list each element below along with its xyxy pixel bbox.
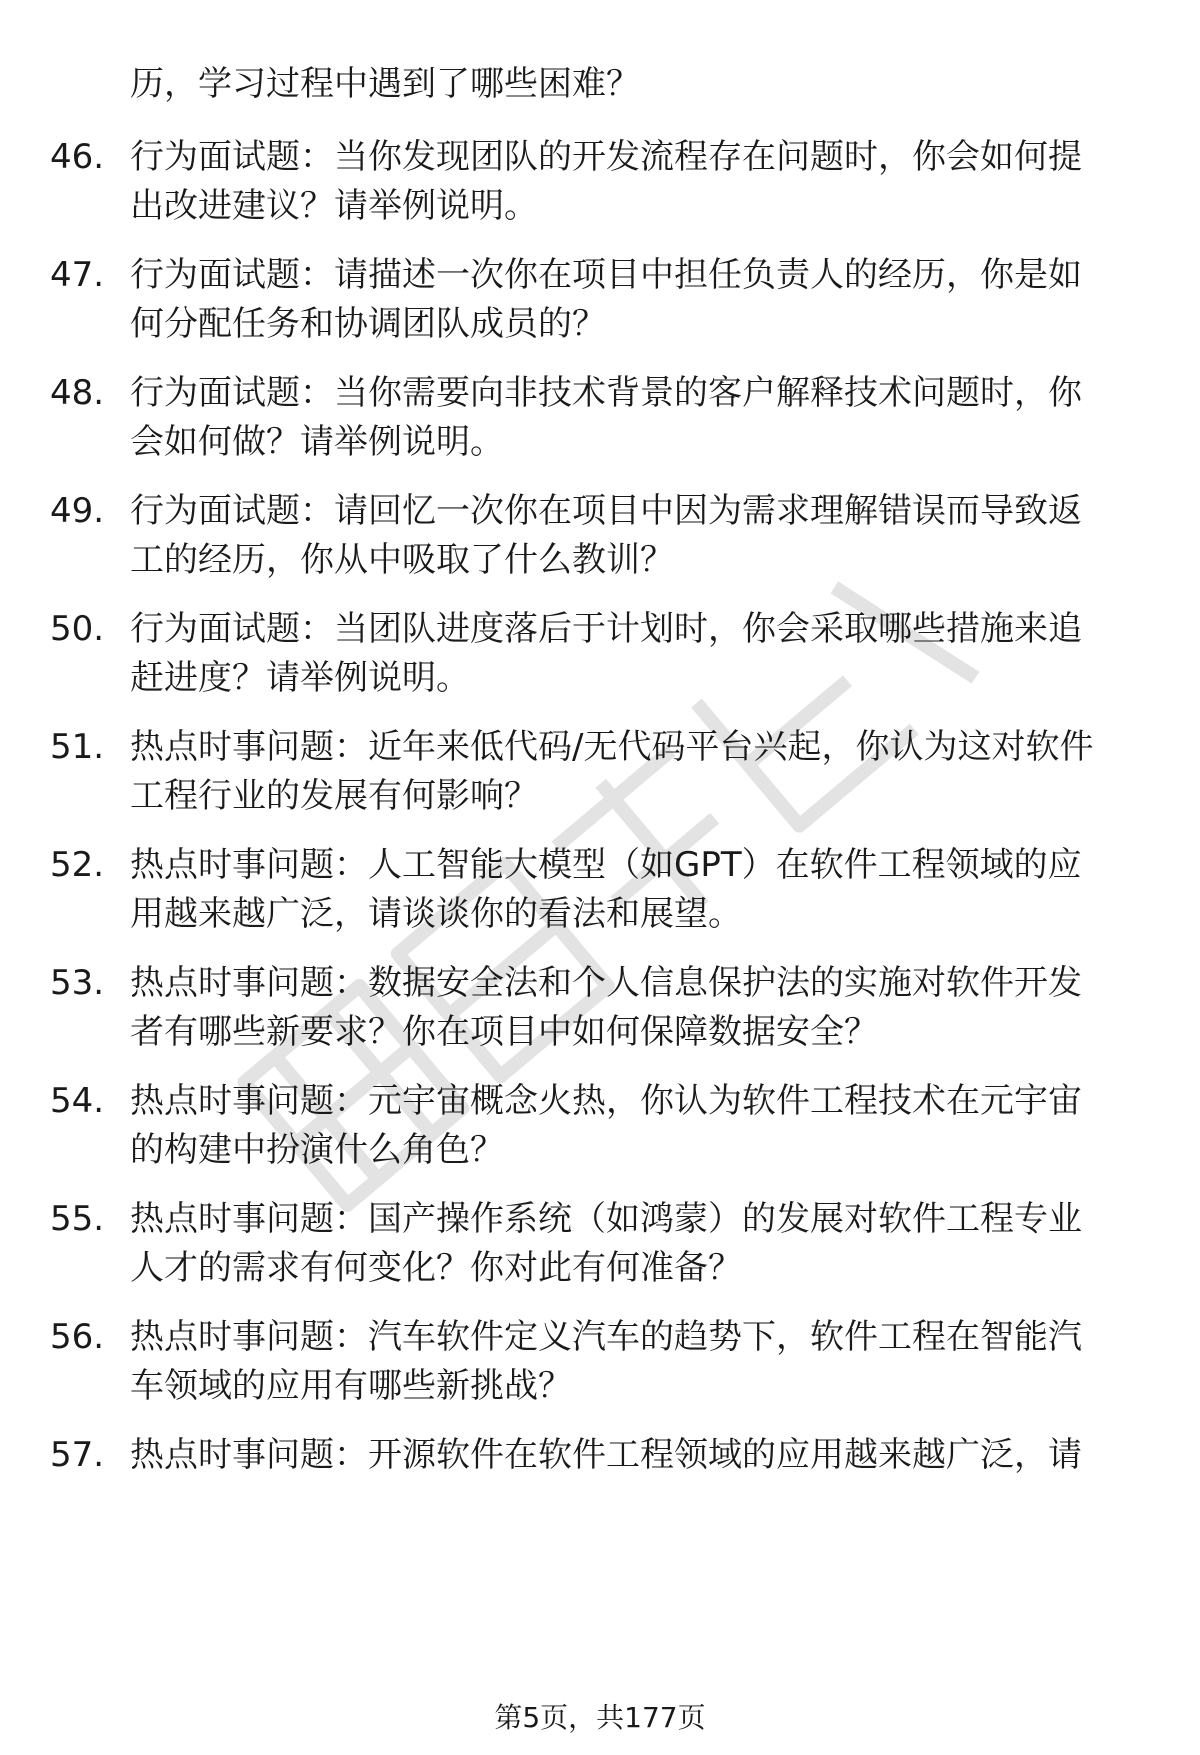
item-text: 行为面试题：当你发现团队的开发流程存在问题时，你会如何提 出改进建议？请举例说明。	[130, 137, 1082, 226]
item-number: 49.	[50, 491, 105, 531]
item-text: 热点时事问题：开源软件在软件工程领域的应用越来越广泛，请	[130, 1435, 1082, 1475]
item-text: 热点时事问题：数据安全法和个人信息保护法的实施对软件开发 者有哪些新要求？你在项目中如何保障数据安全？	[130, 963, 1082, 1052]
page-footer: 第5页，共177页	[494, 1701, 706, 1734]
item-text: 热点时事问题：国产操作系统（如鸿蒙）的发展对软件工程专业 人才的需求有何变化？你对此有何准备？	[130, 1199, 1082, 1288]
list-item	[50, 841, 1160, 939]
item-text: 行为面试题：请描述一次你在项目中担任负责人的经历，你是如 何分配任务和协调团队成员的？	[130, 255, 1082, 344]
item-number: 46.	[50, 137, 105, 177]
item-text: 行为面试题：当你需要向非技术背景的客户解释技术问题时，你 会如何做？请举例说明。	[130, 373, 1082, 462]
item-number: 55.	[50, 1199, 105, 1239]
item-number: 57.	[50, 1435, 105, 1475]
item-number: 56.	[50, 1317, 105, 1357]
list-item	[50, 1431, 1160, 1480]
list-item	[50, 723, 1160, 821]
item-number: 47.	[50, 255, 105, 295]
item-number: 50.	[50, 609, 105, 649]
list-item	[50, 133, 1160, 231]
list-item	[50, 251, 1160, 349]
list-item-continuation	[50, 60, 1160, 109]
list-item	[50, 1077, 1160, 1175]
item-number: 51.	[50, 727, 105, 767]
item-text: 热点时事问题：人工智能大模型（如GPT）在软件工程领域的应 用越来越广泛，请谈谈你的看法和展望。	[130, 845, 1082, 934]
item-text: 历，学习过程中遇到了哪些困难？	[130, 64, 640, 104]
item-number: 48.	[50, 373, 105, 413]
item-number: 52.	[50, 845, 105, 885]
list-item	[50, 605, 1160, 703]
list-item	[50, 1313, 1160, 1411]
list-item	[50, 1195, 1160, 1293]
list-item	[50, 369, 1160, 467]
item-text: 热点时事问题：近年来低代码/无代码平台兴起，你认为这对软件 工程行业的发展有何影响？	[130, 727, 1094, 816]
list-item	[50, 959, 1160, 1057]
item-text: 热点时事问题：汽车软件定义汽车的趋势下，软件工程在智能汽 车领域的应用有哪些新挑战？	[130, 1317, 1082, 1406]
item-text: 热点时事问题：元宇宙概念火热，你认为软件工程技术在元宇宙 的构建中扮演什么角色？	[130, 1081, 1082, 1170]
list-item	[50, 487, 1160, 585]
item-text: 行为面试题：当团队进度落后于计划时，你会采取哪些措施来追 赶进度？请举例说明。	[130, 609, 1082, 698]
item-text: 行为面试题：请回忆一次你在项目中因为需求理解错误而导致返 工的经历，你从中吸取了什么教训？	[130, 491, 1082, 580]
item-number: 54.	[50, 1081, 105, 1121]
item-number: 53.	[50, 963, 105, 1003]
